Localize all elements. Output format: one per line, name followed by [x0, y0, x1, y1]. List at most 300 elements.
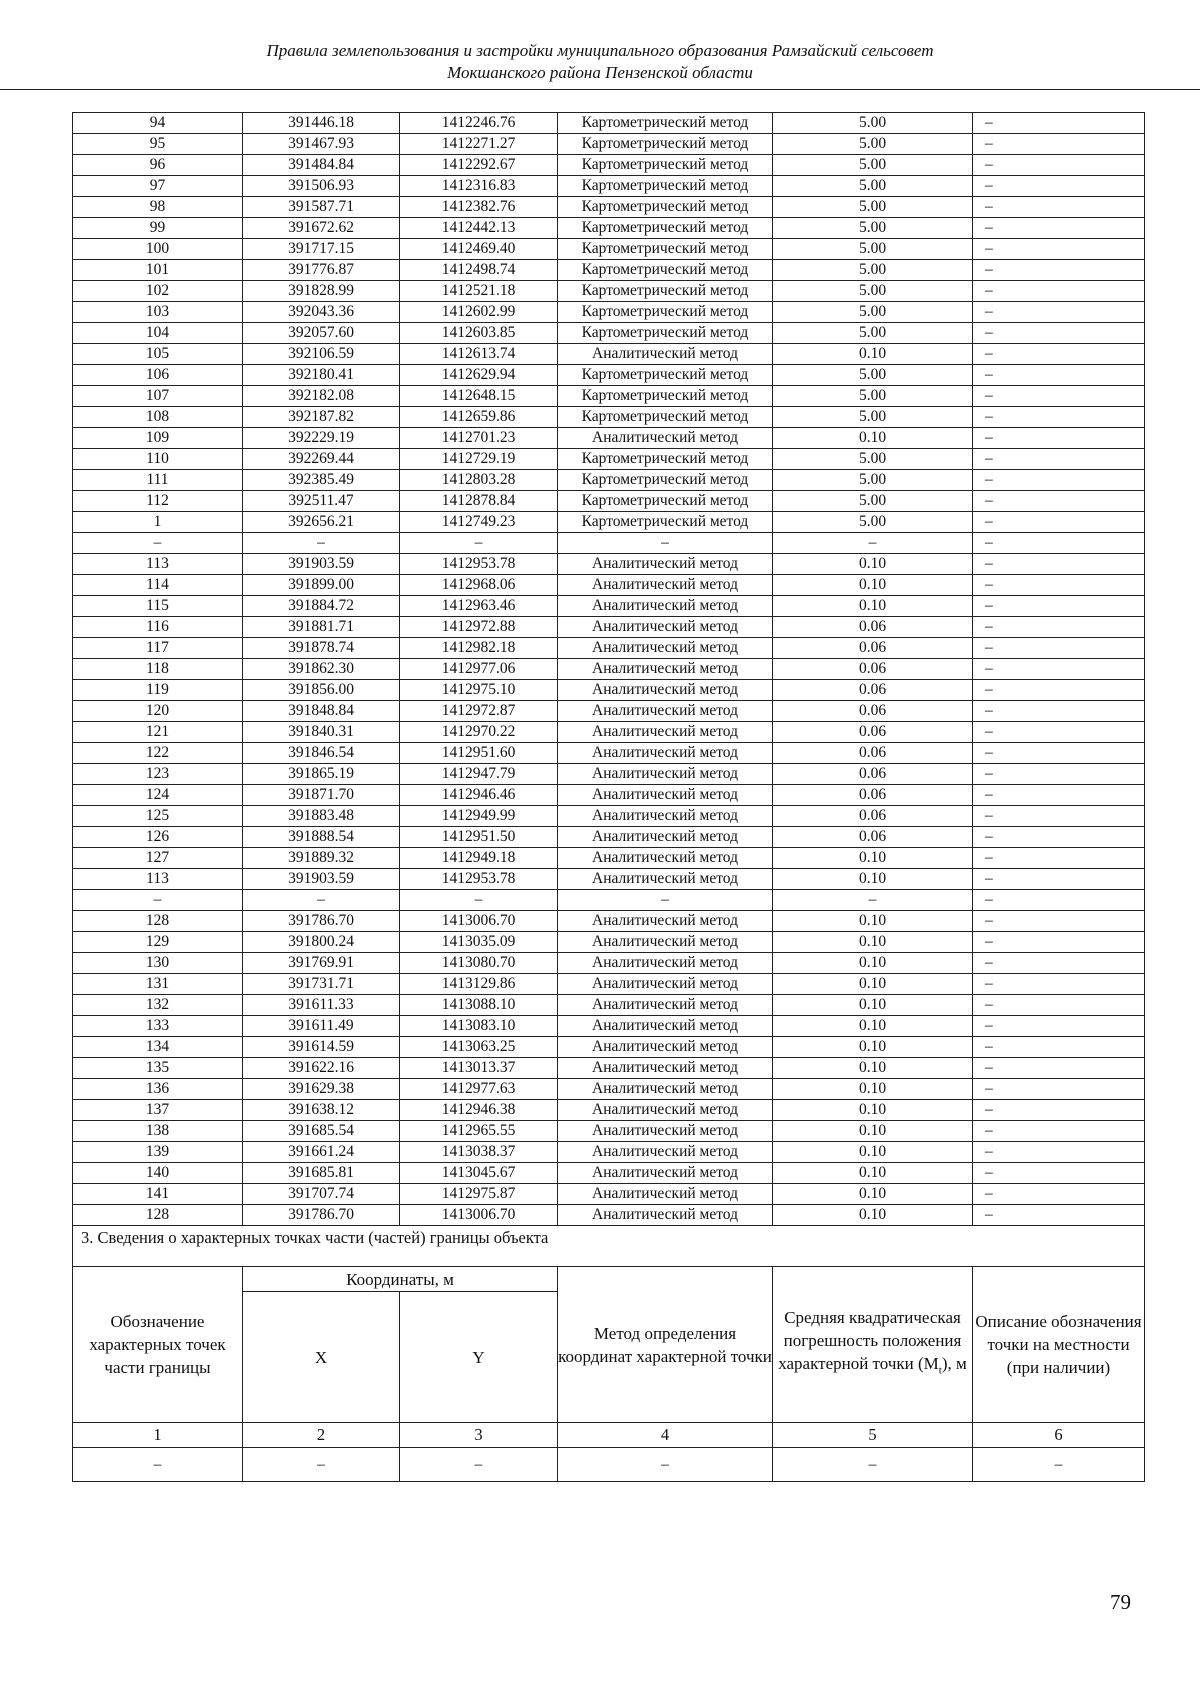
error-value-cell: 5.00	[773, 386, 973, 407]
description-cell: –	[973, 701, 1145, 722]
point-number-cell: 105	[73, 344, 243, 365]
table-row	[73, 680, 1145, 701]
y-coordinate-cell: 1412946.46	[400, 785, 558, 806]
error-value-cell: 0.10	[773, 1184, 973, 1205]
x-coordinate-cell: 391786.70	[243, 1205, 400, 1226]
point-number-cell: 97	[73, 176, 243, 197]
method-cell: Аналитический метод	[558, 1016, 773, 1037]
point-number-cell: 124	[73, 785, 243, 806]
error-value-cell: 5.00	[773, 512, 973, 533]
table-row	[73, 1121, 1145, 1142]
point-number-cell: 132	[73, 995, 243, 1016]
table-row	[73, 596, 1145, 617]
error-value-cell: 0.06	[773, 743, 973, 764]
point-number-cell: 136	[73, 1079, 243, 1100]
x-coordinate-cell: 392187.82	[243, 407, 400, 428]
error-value-cell: 0.10	[773, 869, 973, 890]
method-cell: Аналитический метод	[558, 869, 773, 890]
description-cell: –	[973, 1142, 1145, 1163]
x-coordinate-cell: 391848.84	[243, 701, 400, 722]
x-coordinate-cell: 391878.74	[243, 638, 400, 659]
method-cell: Картометрический метод	[558, 281, 773, 302]
method-cell: Аналитический метод	[558, 554, 773, 575]
point-number-cell: 116	[73, 617, 243, 638]
table-row	[73, 512, 1145, 533]
method-cell: Аналитический метод	[558, 764, 773, 785]
method-cell: Аналитический метод	[558, 1100, 773, 1121]
description-cell: –	[973, 533, 1145, 554]
description-cell: –	[973, 281, 1145, 302]
error-value-cell: 5.00	[773, 449, 973, 470]
y-coordinate-cell: 1412613.74	[400, 344, 558, 365]
x-coordinate-cell: 392182.08	[243, 386, 400, 407]
y-coordinate-cell: 1412316.83	[400, 176, 558, 197]
method-cell: Аналитический метод	[558, 1163, 773, 1184]
header-point-designation: Обозначение характерных точек части границы	[73, 1267, 243, 1423]
point-number-cell: 129	[73, 932, 243, 953]
y-coordinate-cell: 1412382.76	[400, 197, 558, 218]
table-row	[73, 848, 1145, 869]
description-cell: –	[973, 932, 1145, 953]
y-coordinate-cell: 1412965.55	[400, 1121, 558, 1142]
y-coordinate-cell: 1412602.99	[400, 302, 558, 323]
point-number-cell: 128	[73, 1205, 243, 1226]
method-cell: Аналитический метод	[558, 1121, 773, 1142]
error-value-cell: 0.10	[773, 1142, 973, 1163]
empty-cell: –	[773, 1448, 973, 1482]
description-cell: –	[973, 323, 1145, 344]
table-row	[73, 806, 1145, 827]
description-cell: –	[973, 1058, 1145, 1079]
table-row	[73, 1037, 1145, 1058]
description-cell: –	[973, 197, 1145, 218]
section-3-title: 3. Сведения о характерных точках части (частей) границы объекта	[73, 1226, 1145, 1267]
description-cell: –	[973, 680, 1145, 701]
table-row	[73, 701, 1145, 722]
point-number-cell: 117	[73, 638, 243, 659]
method-cell: Картометрический метод	[558, 386, 773, 407]
point-number-cell: –	[73, 533, 243, 554]
y-coordinate-cell: 1412271.27	[400, 134, 558, 155]
col-number: 2	[243, 1423, 400, 1448]
error-value-cell: 0.10	[773, 848, 973, 869]
x-coordinate-cell: 391856.00	[243, 680, 400, 701]
description-cell: –	[973, 302, 1145, 323]
x-coordinate-cell: 391881.71	[243, 617, 400, 638]
point-number-cell: 96	[73, 155, 243, 176]
method-cell: Картометрический метод	[558, 407, 773, 428]
x-coordinate-cell: 391884.72	[243, 596, 400, 617]
point-number-cell: 137	[73, 1100, 243, 1121]
point-number-cell: 101	[73, 260, 243, 281]
point-number-cell: 98	[73, 197, 243, 218]
point-number-cell: 112	[73, 491, 243, 512]
x-coordinate-cell: 391506.93	[243, 176, 400, 197]
point-number-cell: 135	[73, 1058, 243, 1079]
error-value-cell: 0.10	[773, 911, 973, 932]
table-row	[73, 659, 1145, 680]
point-number-cell: 134	[73, 1037, 243, 1058]
header-y: Y	[400, 1292, 558, 1423]
x-coordinate-cell: 391661.24	[243, 1142, 400, 1163]
x-coordinate-cell: 391587.71	[243, 197, 400, 218]
description-cell: –	[973, 260, 1145, 281]
error-value-cell: 5.00	[773, 113, 973, 134]
description-cell: –	[973, 1037, 1145, 1058]
error-value-cell: 0.10	[773, 1037, 973, 1058]
y-coordinate-cell: –	[400, 533, 558, 554]
table-row	[73, 449, 1145, 470]
point-number-cell: 130	[73, 953, 243, 974]
description-cell: –	[973, 554, 1145, 575]
x-coordinate-cell: 391672.62	[243, 218, 400, 239]
method-cell: Аналитический метод	[558, 848, 773, 869]
method-cell: Аналитический метод	[558, 953, 773, 974]
description-cell: –	[973, 239, 1145, 260]
error-value-cell: 0.06	[773, 701, 973, 722]
point-number-cell: 102	[73, 281, 243, 302]
table-row	[73, 302, 1145, 323]
point-number-cell: 107	[73, 386, 243, 407]
table-row	[73, 218, 1145, 239]
point-number-cell: 111	[73, 470, 243, 491]
header-method: Метод определения координат характерной точки	[558, 1267, 773, 1423]
x-coordinate-cell: 391611.49	[243, 1016, 400, 1037]
error-value-cell: 5.00	[773, 239, 973, 260]
y-coordinate-cell: 1412498.74	[400, 260, 558, 281]
x-coordinate-cell: 391883.48	[243, 806, 400, 827]
table-row	[73, 407, 1145, 428]
header-error-text: Средняя квадратическая погрешность положения характерной точки $(M_t)$, м	[778, 1308, 967, 1377]
table-row	[73, 722, 1145, 743]
error-value-cell: 0.10	[773, 1016, 973, 1037]
col-number: 1	[73, 1423, 243, 1448]
table-row	[73, 1058, 1145, 1079]
point-number-cell: 119	[73, 680, 243, 701]
point-number-cell: 113	[73, 554, 243, 575]
y-coordinate-cell: 1413006.70	[400, 911, 558, 932]
description-cell: –	[973, 722, 1145, 743]
header-rule	[0, 89, 1200, 90]
table-row	[73, 764, 1145, 785]
method-cell: –	[558, 890, 773, 911]
error-value-cell: 5.00	[773, 323, 973, 344]
table-row	[73, 1016, 1145, 1037]
header-coordinates: Координаты, м	[243, 1267, 558, 1292]
x-coordinate-cell: –	[243, 890, 400, 911]
y-coordinate-cell: 1412292.67	[400, 155, 558, 176]
x-coordinate-cell: 391899.00	[243, 575, 400, 596]
x-coordinate-cell: 392057.60	[243, 323, 400, 344]
y-coordinate-cell: 1412803.28	[400, 470, 558, 491]
point-number-cell: 139	[73, 1142, 243, 1163]
error-value-cell: 5.00	[773, 218, 973, 239]
x-coordinate-cell: 391446.18	[243, 113, 400, 134]
y-coordinate-cell: 1412977.63	[400, 1079, 558, 1100]
description-cell: –	[973, 974, 1145, 995]
error-value-cell: 0.10	[773, 974, 973, 995]
point-number-cell: 95	[73, 134, 243, 155]
description-cell: –	[973, 365, 1145, 386]
error-value-cell: 5.00	[773, 470, 973, 491]
error-value-cell: –	[773, 890, 973, 911]
method-cell: Аналитический метод	[558, 659, 773, 680]
description-cell: –	[973, 1100, 1145, 1121]
table-row	[73, 743, 1145, 764]
table-row	[73, 1079, 1145, 1100]
description-cell: –	[973, 806, 1145, 827]
page-header	[0, 40, 1200, 84]
y-coordinate-cell: 1412953.78	[400, 869, 558, 890]
point-number-cell: 138	[73, 1121, 243, 1142]
method-cell: Картометрический метод	[558, 155, 773, 176]
point-number-cell: 100	[73, 239, 243, 260]
description-cell: –	[973, 470, 1145, 491]
error-value-cell: 0.10	[773, 428, 973, 449]
table-row	[73, 428, 1145, 449]
col-number: 6	[973, 1423, 1145, 1448]
point-number-cell: 125	[73, 806, 243, 827]
description-cell: –	[973, 407, 1145, 428]
x-coordinate-cell: 391622.16	[243, 1058, 400, 1079]
table-row	[73, 491, 1145, 512]
x-coordinate-cell: 392180.41	[243, 365, 400, 386]
table-row	[73, 638, 1145, 659]
point-number-cell: 131	[73, 974, 243, 995]
x-coordinate-cell: 391888.54	[243, 827, 400, 848]
method-cell: Аналитический метод	[558, 596, 773, 617]
table-row	[73, 533, 1145, 554]
method-cell: Аналитический метод	[558, 701, 773, 722]
table-row	[73, 617, 1145, 638]
method-cell: Аналитический метод	[558, 743, 773, 764]
description-cell: –	[973, 848, 1145, 869]
error-value-cell: 0.06	[773, 806, 973, 827]
table-row	[73, 827, 1145, 848]
x-coordinate-cell: 391685.81	[243, 1163, 400, 1184]
error-value-cell: –	[773, 533, 973, 554]
y-coordinate-cell: 1412951.50	[400, 827, 558, 848]
description-cell: –	[973, 764, 1145, 785]
table-row	[73, 911, 1145, 932]
description-cell: –	[973, 428, 1145, 449]
y-coordinate-cell: 1412951.60	[400, 743, 558, 764]
table-row	[73, 953, 1145, 974]
y-coordinate-cell: –	[400, 890, 558, 911]
coordinates-table	[72, 112, 1145, 1482]
y-coordinate-cell: 1412982.18	[400, 638, 558, 659]
method-cell: Аналитический метод	[558, 638, 773, 659]
method-cell: Аналитический метод	[558, 1058, 773, 1079]
description-cell: –	[973, 659, 1145, 680]
y-coordinate-cell: 1413006.70	[400, 1205, 558, 1226]
error-value-cell: 0.10	[773, 596, 973, 617]
x-coordinate-cell: 391776.87	[243, 260, 400, 281]
error-value-cell: 5.00	[773, 491, 973, 512]
method-cell: Картометрический метод	[558, 260, 773, 281]
error-value-cell: 0.10	[773, 554, 973, 575]
point-number-cell: 123	[73, 764, 243, 785]
empty-cell: –	[243, 1448, 400, 1482]
y-coordinate-cell: 1412975.10	[400, 680, 558, 701]
y-coordinate-cell: 1412469.40	[400, 239, 558, 260]
table-row	[73, 1142, 1145, 1163]
y-coordinate-cell: 1412701.23	[400, 428, 558, 449]
col-number: 3	[400, 1423, 558, 1448]
point-number-cell: 108	[73, 407, 243, 428]
y-coordinate-cell: 1412972.87	[400, 701, 558, 722]
description-cell: –	[973, 638, 1145, 659]
error-value-cell: 0.10	[773, 1079, 973, 1100]
table-row	[73, 260, 1145, 281]
x-coordinate-cell: 391846.54	[243, 743, 400, 764]
header-error	[773, 1267, 973, 1423]
method-cell: Аналитический метод	[558, 1142, 773, 1163]
method-cell: Аналитический метод	[558, 785, 773, 806]
y-coordinate-cell: 1413129.86	[400, 974, 558, 995]
x-coordinate-cell: 391484.84	[243, 155, 400, 176]
method-cell: Аналитический метод	[558, 428, 773, 449]
y-coordinate-cell: 1412946.38	[400, 1100, 558, 1121]
table-row	[73, 932, 1145, 953]
error-value-cell: 0.10	[773, 575, 973, 596]
y-coordinate-cell: 1413063.25	[400, 1037, 558, 1058]
description-cell: –	[973, 596, 1145, 617]
y-coordinate-cell: 1412968.06	[400, 575, 558, 596]
point-number-cell: 141	[73, 1184, 243, 1205]
description-cell: –	[973, 218, 1145, 239]
description-cell: –	[973, 1016, 1145, 1037]
table-row	[73, 1100, 1145, 1121]
method-cell: Аналитический метод	[558, 995, 773, 1016]
method-cell: Картометрический метод	[558, 134, 773, 155]
point-number-cell: 121	[73, 722, 243, 743]
point-number-cell: 106	[73, 365, 243, 386]
method-cell: Аналитический метод	[558, 806, 773, 827]
description-cell: –	[973, 1184, 1145, 1205]
page-number: 79	[1110, 1590, 1131, 1614]
error-value-cell: 5.00	[773, 134, 973, 155]
description-cell: –	[973, 911, 1145, 932]
method-cell: Картометрический метод	[558, 239, 773, 260]
error-value-cell: 5.00	[773, 302, 973, 323]
error-value-cell: 5.00	[773, 407, 973, 428]
table-row	[73, 869, 1145, 890]
table-row	[73, 575, 1145, 596]
header-line-1: Правила землепользования и застройки муниципального образования Рамзайский сельсовет	[266, 41, 934, 60]
y-coordinate-cell: 1412648.15	[400, 386, 558, 407]
error-value-cell: 0.06	[773, 764, 973, 785]
col-number: 5	[773, 1423, 973, 1448]
method-cell: Аналитический метод	[558, 575, 773, 596]
method-cell: Аналитический метод	[558, 1079, 773, 1100]
method-cell: Аналитический метод	[558, 932, 773, 953]
y-coordinate-cell: 1412603.85	[400, 323, 558, 344]
table-row	[73, 890, 1145, 911]
method-cell: Картометрический метод	[558, 302, 773, 323]
header-description: Описание обозначения точки на местности (при наличии)	[973, 1267, 1145, 1423]
point-number-cell: 120	[73, 701, 243, 722]
x-coordinate-cell: 391685.54	[243, 1121, 400, 1142]
error-value-cell: 0.06	[773, 680, 973, 701]
method-cell: Аналитический метод	[558, 344, 773, 365]
y-coordinate-cell: 1413045.67	[400, 1163, 558, 1184]
description-cell: –	[973, 1205, 1145, 1226]
description-cell: –	[973, 869, 1145, 890]
table-row	[73, 554, 1145, 575]
x-coordinate-cell: 392229.19	[243, 428, 400, 449]
empty-cell: –	[400, 1448, 558, 1482]
y-coordinate-cell: 1412878.84	[400, 491, 558, 512]
description-cell: –	[973, 827, 1145, 848]
method-cell: Аналитический метод	[558, 1205, 773, 1226]
table-row	[73, 1205, 1145, 1226]
x-coordinate-cell: 391840.31	[243, 722, 400, 743]
description-cell: –	[973, 512, 1145, 533]
table-row	[73, 785, 1145, 806]
x-coordinate-cell: 391800.24	[243, 932, 400, 953]
y-coordinate-cell: 1413013.37	[400, 1058, 558, 1079]
table-row	[73, 470, 1145, 491]
point-number-cell: 114	[73, 575, 243, 596]
description-cell: –	[973, 155, 1145, 176]
method-cell: Аналитический метод	[558, 827, 773, 848]
description-cell: –	[973, 344, 1145, 365]
point-number-cell: 126	[73, 827, 243, 848]
section-3	[73, 1226, 1145, 1482]
method-cell: –	[558, 533, 773, 554]
error-value-cell: 5.00	[773, 281, 973, 302]
x-coordinate-cell: 391786.70	[243, 911, 400, 932]
x-coordinate-cell: 391611.33	[243, 995, 400, 1016]
x-coordinate-cell: 392656.21	[243, 512, 400, 533]
method-cell: Аналитический метод	[558, 722, 773, 743]
table-row	[73, 995, 1145, 1016]
y-coordinate-cell: 1412949.18	[400, 848, 558, 869]
table-row	[73, 113, 1145, 134]
col-number: 4	[558, 1423, 773, 1448]
method-cell: Аналитический метод	[558, 680, 773, 701]
error-value-cell: 0.10	[773, 1121, 973, 1142]
x-coordinate-cell: 391862.30	[243, 659, 400, 680]
error-value-cell: 0.10	[773, 995, 973, 1016]
table-row	[73, 1163, 1145, 1184]
error-value-cell: 0.06	[773, 785, 973, 806]
header-x: X	[243, 1292, 400, 1423]
y-coordinate-cell: 1412629.94	[400, 365, 558, 386]
method-cell: Картометрический метод	[558, 449, 773, 470]
error-value-cell: 0.10	[773, 1058, 973, 1079]
description-cell: –	[973, 1163, 1145, 1184]
error-value-cell: 0.06	[773, 617, 973, 638]
error-value-cell: 0.10	[773, 1100, 973, 1121]
method-cell: Аналитический метод	[558, 617, 773, 638]
table-row	[73, 344, 1145, 365]
error-value-cell: 5.00	[773, 365, 973, 386]
table-row	[73, 281, 1145, 302]
y-coordinate-cell: 1412977.06	[400, 659, 558, 680]
x-coordinate-cell: 392106.59	[243, 344, 400, 365]
error-value-cell: 5.00	[773, 260, 973, 281]
description-cell: –	[973, 1121, 1145, 1142]
method-cell: Картометрический метод	[558, 323, 773, 344]
x-coordinate-cell: 391903.59	[243, 869, 400, 890]
error-value-cell: 0.10	[773, 1205, 973, 1226]
table-row	[73, 1184, 1145, 1205]
method-cell: Картометрический метод	[558, 176, 773, 197]
x-coordinate-cell: 391638.12	[243, 1100, 400, 1121]
description-cell: –	[973, 1079, 1145, 1100]
